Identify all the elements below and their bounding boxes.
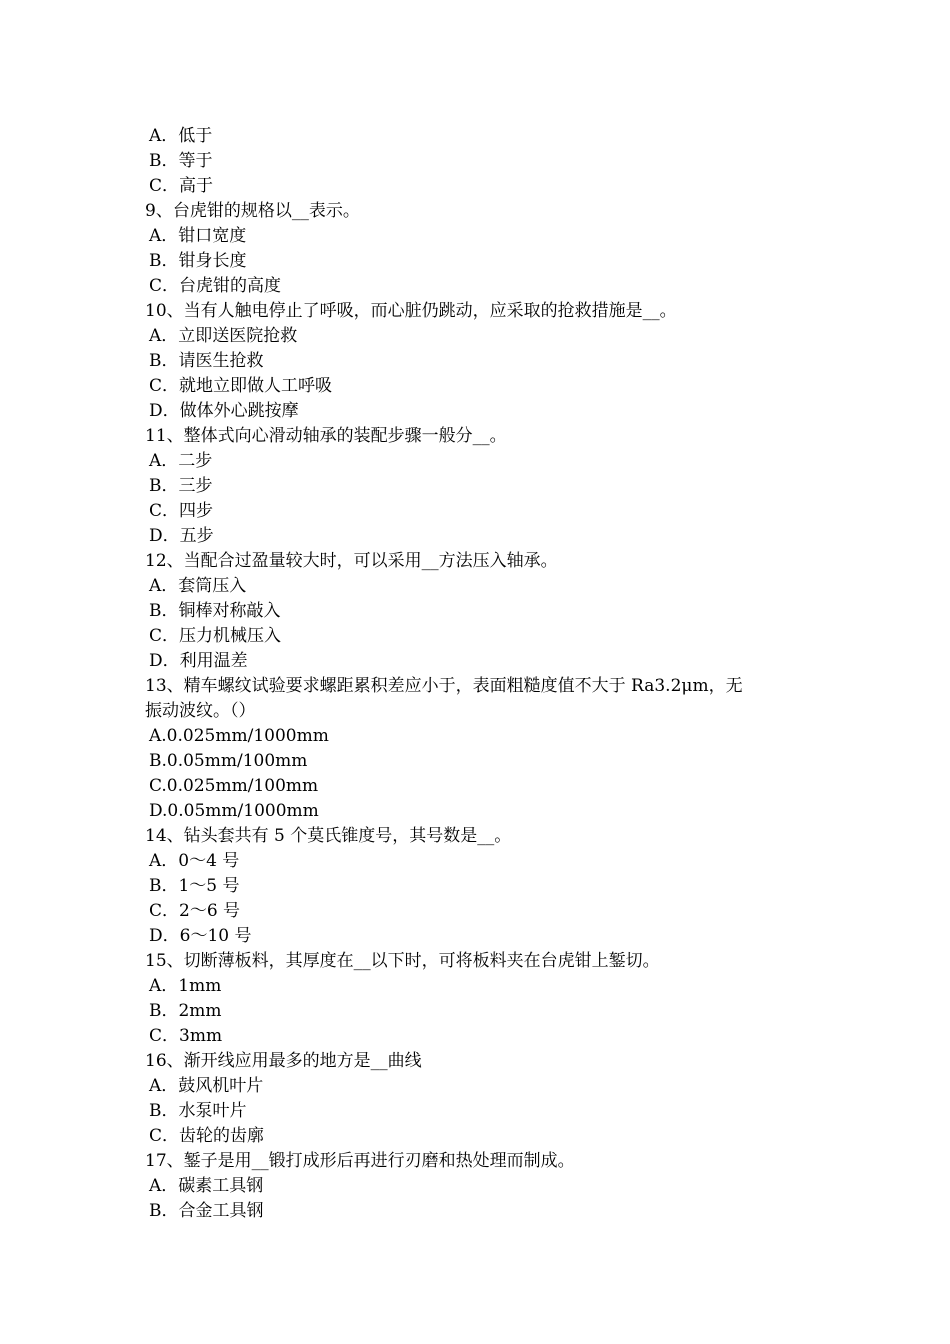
- question-line: 10、当有人触电停止了呼吸，而心脏仍跳动，应采取的抢救措施是__。: [145, 301, 677, 321]
- option-line: C．高于: [149, 176, 214, 196]
- option-line: A.0.025mm/1000mm: [149, 726, 329, 746]
- option-line: A．钳口宽度: [149, 226, 247, 246]
- option-line: D.0.05mm/1000mm: [149, 801, 319, 821]
- option-line: B．合金工具钢: [149, 1201, 264, 1221]
- option-line: A．低于: [149, 126, 213, 146]
- question-line: 9、台虎钳的规格以__表示。: [145, 201, 360, 221]
- option-line: C.0.025mm/100mm: [149, 776, 319, 796]
- question-line: 15、切断薄板料，其厚度在__以下时，可将板料夹在台虎钳上錾切。: [145, 951, 660, 971]
- option-line: D．做体外心跳按摩: [149, 401, 299, 421]
- option-line: C．3mm: [149, 1026, 223, 1046]
- question-line: 14、钻头套共有 5 个莫氏锥度号，其号数是__。: [145, 826, 512, 846]
- option-line: C．压力机械压入: [149, 626, 282, 646]
- option-line: C．台虎钳的高度: [149, 276, 282, 296]
- option-line: B．等于: [149, 151, 213, 171]
- option-line: D．6～10 号: [149, 926, 252, 946]
- option-line: B.0.05mm/100mm: [149, 751, 308, 771]
- question-line: 13、精车螺纹试验要求螺距累积差应小于，表面粗糙度值不大于 Ra3.2μm，无: [145, 676, 743, 696]
- option-line: C．齿轮的齿廓: [149, 1126, 265, 1146]
- document-page: [145, 124, 815, 1224]
- question-line-continued: 振动波纹。（）: [145, 701, 256, 721]
- option-line: B．水泵叶片: [149, 1101, 247, 1121]
- option-line: C．四步: [149, 501, 214, 521]
- option-line: A．二步: [149, 451, 213, 471]
- option-line: B．三步: [149, 476, 213, 496]
- option-line: A．碳素工具钢: [149, 1176, 264, 1196]
- option-line: A．立即送医院抢救: [149, 326, 298, 346]
- option-line: A．0～4 号: [149, 851, 240, 871]
- option-line: B．铜棒对称敲入: [149, 601, 281, 621]
- question-line: 12、当配合过盈量较大时，可以采用__方法压入轴承。: [145, 551, 558, 571]
- option-line: C．就地立即做人工呼吸: [149, 376, 333, 396]
- question-line: 17、錾子是用__锻打成形后再进行刃磨和热处理而制成。: [145, 1151, 575, 1171]
- question-line: 11、整体式向心滑动轴承的装配步骤一般分__。: [145, 426, 507, 446]
- option-line: B．2mm: [149, 1001, 222, 1021]
- option-line: A．1mm: [149, 976, 222, 996]
- option-line: B．钳身长度: [149, 251, 247, 271]
- option-line: D．利用温差: [149, 651, 248, 671]
- option-line: C．2～6 号: [149, 901, 241, 921]
- option-line: B．请医生抢救: [149, 351, 264, 371]
- option-line: D．五步: [149, 526, 214, 546]
- question-line: 16、渐开线应用最多的地方是__曲线: [145, 1051, 422, 1071]
- option-line: B．1～5 号: [149, 876, 240, 896]
- option-line: A．套筒压入: [149, 576, 247, 596]
- option-line: A．鼓风机叶片: [149, 1076, 264, 1096]
